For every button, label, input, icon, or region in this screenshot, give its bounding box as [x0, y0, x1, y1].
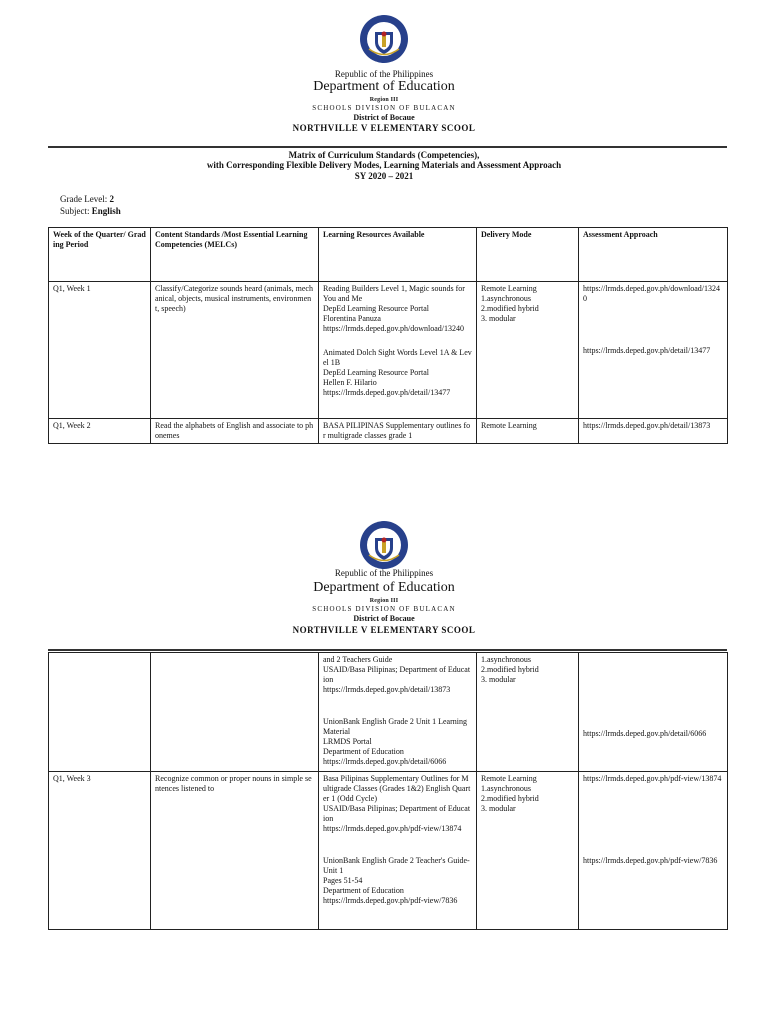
- assessment-link[interactable]: https://lrmds.deped.gov.ph/detail/6066: [583, 729, 707, 738]
- delivery-line: 1.asynchronous: [481, 784, 531, 793]
- grade-label: Grade Level:: [60, 194, 108, 204]
- region-line: Region III: [369, 598, 399, 604]
- resource-line: USAID/Basa Pilipinas; Department of Education: [323, 804, 471, 823]
- header-divider: [48, 146, 727, 148]
- table-row: [49, 419, 728, 444]
- resource-link[interactable]: https://lrmds.deped.gov.ph/detail/13477: [323, 388, 451, 397]
- week-cell: Q1, Week 1: [49, 282, 151, 419]
- delivery-line: 2.modified hybrid: [481, 304, 539, 313]
- resources-cell: [319, 653, 477, 772]
- delivery-cell: [477, 772, 579, 930]
- doc-title-line-2: with Corresponding Flexible Delivery Modes, Learning Materials and Assessment Approach: [206, 160, 562, 170]
- resource-line: Pages 51-54: [323, 876, 363, 885]
- resource-line: Hellen F. Hilario: [323, 378, 377, 387]
- delivery-cell: [477, 282, 579, 419]
- delivery-line: 2.modified hybrid: [481, 665, 539, 674]
- week-cell: [49, 653, 151, 772]
- table-row: [49, 772, 728, 930]
- competency-matrix-table-continued: [48, 652, 728, 930]
- header-resources: Learning Resources Available: [319, 228, 477, 282]
- department-name: Department of Education: [313, 580, 455, 595]
- department-name: Department of Education: [313, 79, 455, 94]
- assessment-link[interactable]: https://lrmds.deped.gov.ph/pdf-view/7836: [583, 856, 718, 865]
- resource-line: BASA PILIPINAS Supplementary outlines for multigrade classes grade 1: [323, 421, 471, 440]
- table-row: [49, 653, 728, 772]
- header-standards: Content Standards /Most Essential Learning Competencies (MELCs): [151, 228, 319, 282]
- resource-link[interactable]: https://lrmds.deped.gov.ph/download/13240: [323, 324, 465, 333]
- delivery-line: 2.modified hybrid: [481, 794, 539, 803]
- resource-link[interactable]: https://lrmds.deped.gov.ph/detail/6066: [323, 757, 447, 766]
- resource-line: UnionBank English Grade 2 Teacher's Guide-Unit 1: [323, 856, 470, 875]
- assessment-cell: [579, 419, 728, 444]
- assessment-link[interactable]: https://lrmds.deped.gov.ph/detail/13873: [583, 421, 711, 430]
- standard-cell: Classify/Categorize sounds heard (animals, mechanical, objects, musical instruments, environment, speech): [151, 282, 319, 419]
- table-row: [49, 282, 728, 419]
- week-cell: Q1, Week 2: [49, 419, 151, 444]
- resource-line: Reading Builders Level 1, Magic sounds for You and Me: [323, 284, 465, 303]
- division-line: SCHOOLS DIVISION OF BULACAN: [312, 104, 456, 112]
- delivery-line: 1.asynchronous: [481, 294, 531, 303]
- resource-line: DepEd Learning Resource Portal: [323, 368, 429, 377]
- resource-line: LRMDS Portal: [323, 737, 372, 746]
- resource-line: USAID/Basa Pilipinas; Department of Education: [323, 665, 471, 684]
- resource-line: DepEd Learning Resource Portal: [323, 304, 429, 313]
- resources-cell: [319, 282, 477, 419]
- assessment-link[interactable]: https://lrmds.deped.gov.ph/detail/13477: [583, 346, 711, 355]
- assessment-cell: [579, 282, 728, 419]
- standard-cell: Read the alphabets of English and associate to phonemes: [151, 419, 319, 444]
- deped-seal-logo: [359, 520, 409, 570]
- resource-line: and 2 Teachers Guide: [323, 655, 393, 664]
- assessment-cell: [579, 772, 728, 930]
- school-name: NORTHVILLE V ELEMENTARY SCOOL: [292, 123, 476, 133]
- grade-level: [60, 195, 114, 204]
- delivery-line: Remote Learning: [481, 284, 537, 293]
- resource-line: Basa Pilipinas Supplementary Outlines for Multigrade Classes (Grades 1&2) English Quarter 1 (Odd Cycle): [323, 774, 471, 803]
- resources-cell: [319, 419, 477, 444]
- header-week: Week of the Quarter/ Grading Period: [49, 228, 151, 282]
- header-delivery: Delivery Mode: [477, 228, 579, 282]
- assessment-link[interactable]: https://lrmds.deped.gov.ph/pdf-view/13874: [583, 774, 722, 783]
- delivery-line: Remote Learning: [481, 421, 537, 430]
- subject-label: Subject:: [60, 206, 90, 216]
- resource-link[interactable]: https://lrmds.deped.gov.ph/detail/13873: [323, 685, 451, 694]
- division-line: SCHOOLS DIVISION OF BULACAN: [312, 605, 456, 613]
- resource-line: Department of Education: [323, 747, 404, 756]
- resource-line: UnionBank English Grade 2 Unit 1 Learning Material: [323, 717, 467, 736]
- district-line: District of Bocaue: [353, 113, 415, 122]
- doc-title-line-1: Matrix of Curriculum Standards (Competencies),: [288, 150, 480, 160]
- republic-line: Republic of the Philippines: [334, 568, 434, 578]
- delivery-cell: [477, 653, 579, 772]
- school-year: SY 2020 – 2021: [354, 171, 414, 181]
- document-page-1: [0, 0, 768, 480]
- subject: [60, 207, 121, 216]
- region-line: Region III: [369, 97, 399, 103]
- document-page-2: [0, 498, 768, 1024]
- delivery-cell: [477, 419, 579, 444]
- assessment-cell: [579, 653, 728, 772]
- resource-link[interactable]: https://lrmds.deped.gov.ph/pdf-view/7836: [323, 896, 458, 905]
- header-divider: [48, 649, 727, 651]
- deped-seal-logo: [359, 14, 409, 64]
- resources-cell: [319, 772, 477, 930]
- delivery-line: 3. modular: [481, 804, 516, 813]
- resource-line: Department of Education: [323, 886, 404, 895]
- resource-line: Animated Dolch Sight Words Level 1A & Level 1B: [323, 348, 472, 367]
- subject-value: English: [91, 206, 121, 216]
- delivery-line: 1.asynchronous: [481, 655, 531, 664]
- delivery-line: 3. modular: [481, 314, 516, 323]
- district-line: District of Bocaue: [353, 614, 415, 623]
- resource-link[interactable]: https://lrmds.deped.gov.ph/pdf-view/13874: [323, 824, 462, 833]
- assessment-link[interactable]: https://lrmds.deped.gov.ph/download/13240: [583, 284, 721, 303]
- school-name: NORTHVILLE V ELEMENTARY SCOOL: [292, 625, 476, 635]
- delivery-line: 3. modular: [481, 675, 516, 684]
- grade-value: 2: [109, 194, 114, 204]
- table-header-row: [49, 228, 728, 282]
- resource-line: Florentina Panuza: [323, 314, 381, 323]
- standard-cell: [151, 653, 319, 772]
- competency-matrix-table: [48, 227, 728, 444]
- week-cell: Q1, Week 3: [49, 772, 151, 930]
- header-assessment: Assessment Approach: [579, 228, 728, 282]
- standard-cell: Recognize common or proper nouns in simple sentences listened to: [151, 772, 319, 930]
- delivery-line: Remote Learning: [481, 774, 537, 783]
- republic-line: Republic of the Philippines: [334, 69, 434, 79]
